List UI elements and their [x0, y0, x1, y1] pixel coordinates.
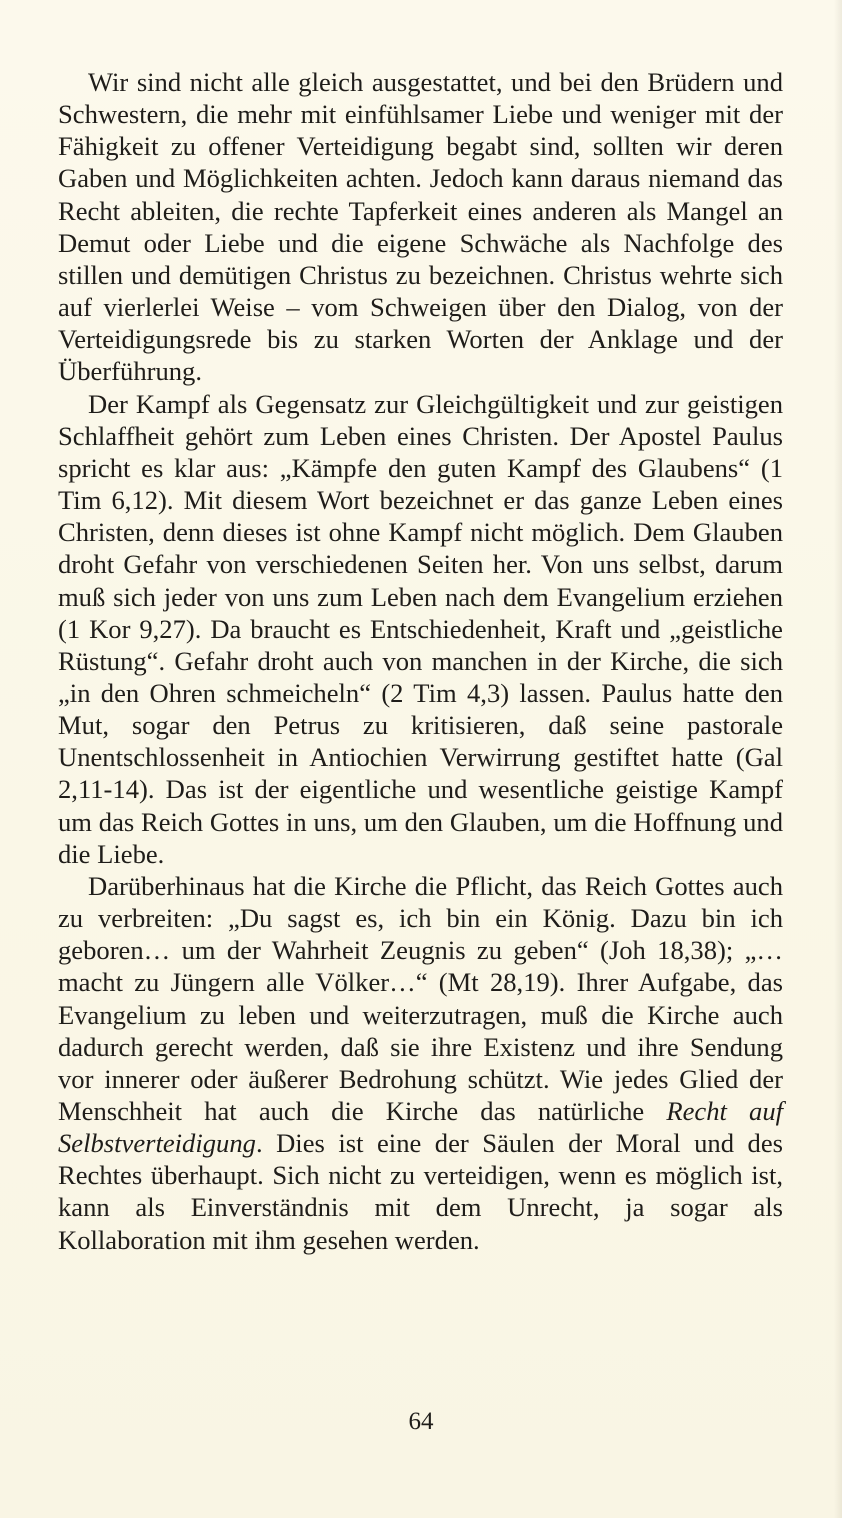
- paragraph-1: [58, 66, 783, 388]
- italic-phrase: Recht auf Selbstverteidigung: [58, 1096, 783, 1159]
- paragraph-2-text: Der Kampf als Gegensatz zur Gleichgültigkeit und zur geistigen Schlaffheit gehört zum Leben eines Christen. Der Apostel Paulus spricht es klar aus: „Kämpfe den guten Kampf des Glaubens“ (1 Tim 6,12). Mit diesem Wort bezeichnet er das ganze Leben eines Christen, denn dieses ist ohne Kampf nicht möglich. Dem Glauben droht Gefahr von verschiedenen Seiten her. Von uns selbst, darum muß sich jeder von uns zum Leben nach dem Evangelium erziehen (1 Kor 9,27). Da braucht es Entschiedenheit, Kraft und „geistliche Rüstung“. Gefahr droht auch von manchen in der Kirche, die sich „in den Ohren schmeicheln“ (2 Tim 4,3) lassen. Paulus hatte den Mut, sogar den Petrus zu kritisieren, daß seine pastorale Unentschlossenheit in Antiochien Verwirrung gestiftet hatte (Gal 2,11-14). Das ist der eigentliche und wesentliche geistige Kampf um das Reich Gottes in uns, um den Glauben, um die Hoffnung und die Liebe.: [58, 388, 783, 869]
- page-edge-shadow: [834, 0, 842, 1518]
- paragraph-3: [58, 870, 783, 1256]
- paragraph-3-text-start: Darüberhinaus hat die Kirche die Pflicht, das Reich Gottes auch zu verbreiten: „Du sagst es, ich bin ein König. Dazu bin ich geboren… um der Wahrheit Zeugnis zu geben“ (Joh 18,38); „… macht zu Jüngern alle Völker…“ (Mt 28,19). Ihrer Aufgabe, das Evangelium zu leben und weiterzutragen, muß die Kirche auch dadurch gerecht werden, daß sie ihre Existenz und ihre Sendung vor innerer oder äußerer Bedrohung schützt. Wie jedes Glied der Menschheit hat auch die Kirche das natürliche: [58, 870, 783, 1126]
- page-number: 64: [408, 1408, 434, 1435]
- paragraph-1-text: Wir sind nicht alle gleich ausgestattet, und bei den Brüdern und Schwestern, die mehr mit einfühlsamer Liebe und weniger mit der Fähigkeit zu offener Verteidigung begabt sind, sollten wir deren Gaben und Möglichkeiten achten. Jedoch kann daraus niemand das Recht ableiten, die rechte Tapferkeit eines anderen als Mangel an Demut oder Liebe und die eigene Schwäche als Nachfolge des stillen und demütigen Christus zu bezeichnen. Christus wehrte sich auf vierlerlei Weise – vom Schweigen über den Dialog, von der Verteidigungsrede bis zu starken Worten der Anklage und der Überführung.: [58, 67, 783, 387]
- body-text: [58, 66, 783, 1256]
- paragraph-3-text-end: . Dies ist eine der Säulen der Moral und des Rechtes überhaupt. Sich nicht zu verteidigen, wenn es möglich ist, kann als Einverständnis mit dem Unrecht, ja sogar als Kollaboration mit ihm gesehen werden.: [58, 1128, 783, 1255]
- paragraph-2: [58, 388, 783, 870]
